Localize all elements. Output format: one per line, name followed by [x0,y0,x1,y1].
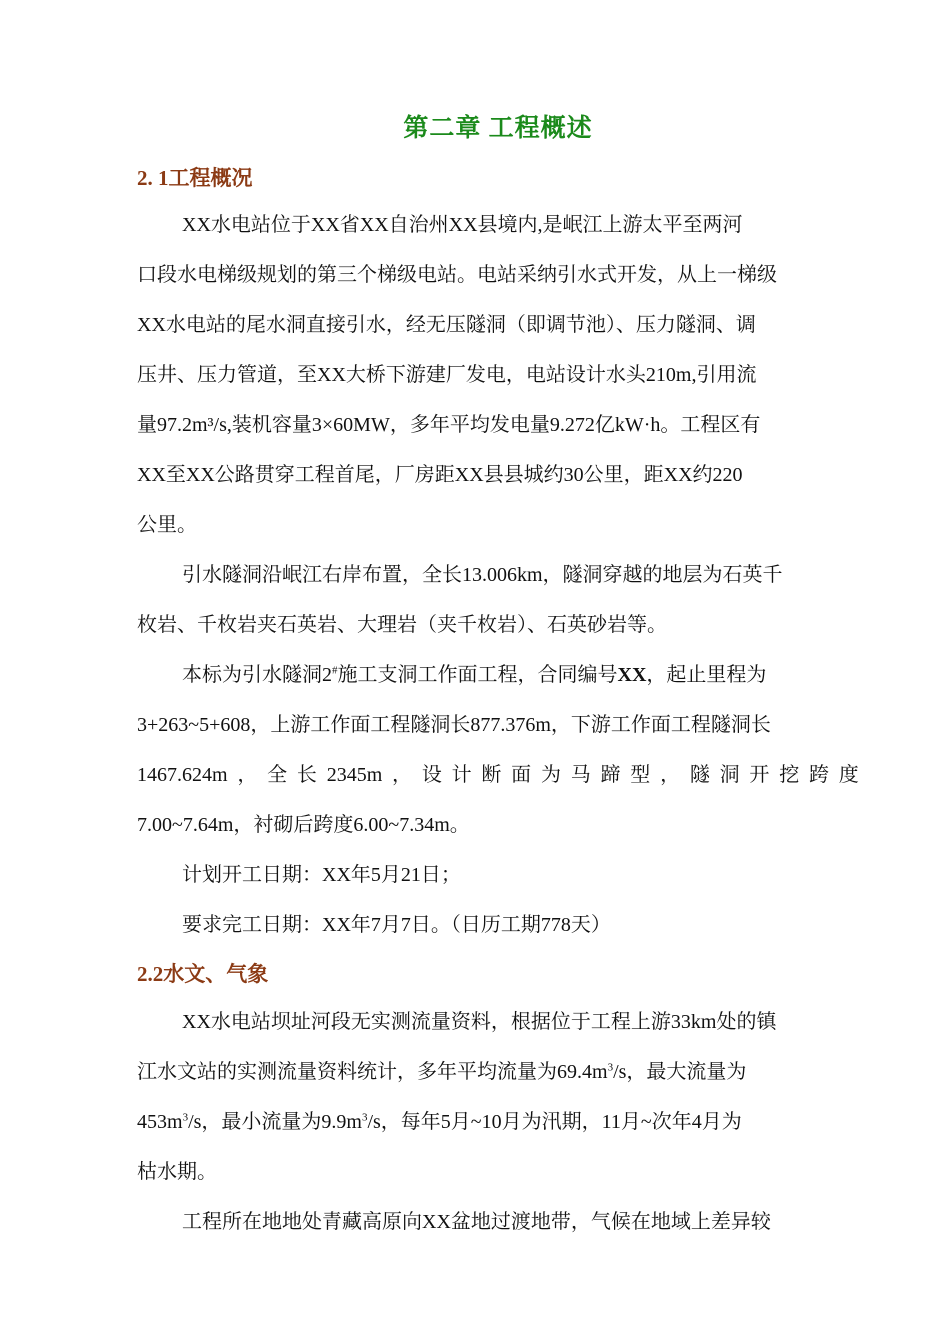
paragraph-hydrology [137,997,859,1197]
text-token: 洞 [719,764,740,786]
text-line: 口段水电梯级规划的第三个梯级电站。电站采纳引水式开发，从上一梯级 [137,264,777,286]
text-token: 开 [749,764,770,786]
text-token: 计 [451,764,472,786]
text-line: 要求完工日期：XX年7月7日。（日历工期778天） [182,914,611,936]
text-line: 压井、压力管道，至XX大桥下游建厂发电，电站设计水头210m,引用流 [137,364,757,386]
text-line [137,1097,859,1147]
text-line [137,650,859,700]
text-line: 量97.2m³/s,装机容量3×60MW，多年平均发电量9.272亿kW·h。工程区有 [137,414,761,436]
superscript: 3 [607,1061,614,1074]
text-token: 长 [296,764,317,786]
text-line: 枯水期。 [137,1161,217,1183]
text-token: 2345m [326,764,383,786]
text-line: XX水电站的尾水洞直接引水，经无压隧洞（即调节池）、压力隧洞、调 [137,314,756,336]
text-token: 1467.624m [137,764,228,786]
chapter-title: 第二章 工程概述 [403,115,593,142]
text-line [137,1047,859,1097]
section-heading-2-2: 2.2水文、气象 [137,962,269,986]
paragraph-start-date [137,850,859,900]
text-run: 施工支洞工作面工程，合同编号 [337,664,618,686]
paragraph-climate [137,1197,859,1247]
justified-text-line [137,750,859,800]
text-token: 马 [570,764,591,786]
text-run: ，起止里程为 [646,664,767,686]
text-token: 面 [511,764,532,786]
section-heading-2-1: 2. 1工程概况 [137,166,253,190]
text-token: ， [237,764,258,786]
text-line: 3+263~5+608，上游工作面工程隧洞长877.376m，下游工作面工程隧洞长 [137,714,771,736]
text-token: 度 [838,764,859,786]
text-run: /s，每年5月~10月为汛期，11月~次年4月为 [367,1111,742,1133]
superscript: # [332,664,338,677]
text-run: 江水文站的实测流量资料统计，多年平均流量为69.4m [137,1061,608,1083]
superscript: 3 [182,1111,189,1124]
contract-number: XX [617,664,647,686]
text-line: 计划开工日期：XX年5月21日； [182,864,461,886]
text-token: 隧 [689,764,710,786]
text-line: 工程所在地地处青藏高原向XX盆地过渡地带，气候在地域上差异较 [182,1211,771,1233]
text-token: ， [392,764,413,786]
text-token: 挖 [779,764,800,786]
text-run: 453m [137,1111,183,1133]
text-token: 设 [421,764,442,786]
text-run: /s，最大流量为 [613,1061,747,1083]
text-line: XX水电站位于XX省XX自治州XX县境内,是岷江上游太平至两河 [182,214,743,236]
text-run: /s，最小流量为9.9m [188,1111,362,1133]
text-token: 为 [540,764,561,786]
text-line: XX至XX公路贯穿工程首尾，厂房距XX县县城约30公里，距XX约220 [137,464,743,486]
text-token: 全 [267,764,288,786]
paragraph-tunnel [137,550,859,650]
text-line: 枚岩、千枚岩夹石英岩、大理岩（夹千枚岩）、石英砂岩等。 [137,614,667,636]
superscript: 3 [361,1111,368,1124]
paragraph-contract [137,650,859,850]
paragraph-finish-date [137,900,859,950]
text-token: 断 [481,764,502,786]
text-run: 本标为引水隧洞2 [182,664,332,686]
text-line: 引水隧洞沿岷江右岸布置，全长13.006km，隧洞穿越的地层为石英千 [182,564,783,586]
paragraph-overview [137,200,859,550]
text-token: 跨 [808,764,829,786]
text-line: 公里。 [137,514,197,536]
text-line: XX水电站坝址河段无实测流量资料，根据位于工程上游33km处的镇 [182,1011,777,1033]
text-token: ， [660,764,681,786]
text-line: 7.00~7.64m，衬砌后跨度6.00~7.34m。 [137,814,470,836]
text-token: 型 [630,764,651,786]
text-token: 蹄 [600,764,621,786]
